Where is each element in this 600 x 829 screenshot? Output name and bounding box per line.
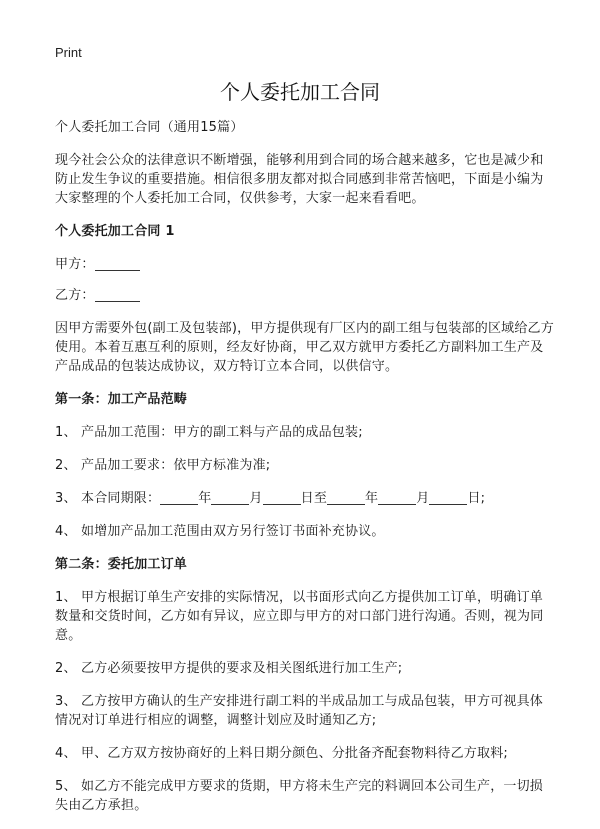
end-day-blank: [429, 490, 467, 505]
document-body: [55, 118, 555, 829]
start-month-blank: [211, 490, 249, 505]
start-day-unit: 日至: [300, 491, 328, 506]
end-year-unit: 年: [365, 491, 379, 506]
end-day-unit: 日;: [467, 491, 486, 506]
article1-item3: [55, 489, 555, 508]
article2-item2: 2、 乙方必须要按甲方提供的要求及相关图纸进行加工生产;: [55, 661, 403, 676]
article2-item1: 1、 甲方根据订单生产安排的实际情况，以书面形式向乙方提供加工订单，明确订单数量和交货时间，乙方如有异议，应立即与甲方的对口部门进行沟通。否则，视为同意。: [55, 590, 544, 643]
intro-paragraph: 现今社会公众的法律意识不断增强，能够利用到合同的场合越来越多，它也是减少和防止发生争议的重要措施。相信很多朋友都对拟合同感到非常苦恼吧，下面是小编为大家整理的个人委托加工合同，仅供参考，大家一起来看看吧。: [55, 153, 544, 206]
party-a-blank: [95, 256, 140, 271]
article1-heading: 第一条：加工产品范畴: [55, 392, 188, 407]
party-a-label: 甲方：: [55, 257, 95, 272]
party-b-label: 乙方：: [55, 288, 95, 303]
end-year-blank: [327, 490, 365, 505]
term-prefix: 3、 本合同期限：: [55, 491, 161, 506]
article1-item4: 4、 如增加产品加工范围由双方另行签订书面补充协议。: [55, 524, 385, 539]
article2-item4: 4、 甲、乙方双方按协商好的上料日期分颜色、分批备齐配套物料待乙方取料;: [55, 746, 508, 761]
party-b-line: [55, 286, 555, 305]
preamble-paragraph: 因甲方需要外包(副工及包装部)，甲方提供现有厂区内的副工组与包装部的区域给乙方使用。本着互惠互利的原则，经友好协商，甲乙双方就甲方委托乙方副料加工生产及产品成品的包装达成协议，双方特订立本合同，以供信守。: [55, 321, 554, 374]
start-year-unit: 年: [198, 491, 212, 506]
end-month-blank: [378, 490, 416, 505]
party-a-line: [55, 255, 555, 274]
article2-item5: 5、 如乙方不能完成甲方要求的货期，甲方将未生产完的料调回本公司生产，一切损失由乙方承担。: [55, 779, 544, 813]
print-link[interactable]: Print: [55, 45, 82, 60]
start-month-unit: 月: [249, 491, 263, 506]
start-year-blank: [160, 490, 198, 505]
article1-item2: 2、 产品加工要求：依甲方标准为准;: [55, 458, 271, 473]
subtitle: 个人委托加工合同（通用15篇）: [55, 120, 244, 135]
party-b-blank: [95, 287, 140, 302]
article2-item3: 3、 乙方按甲方确认的生产安排进行副工料的半成品加工与成品包装，甲方可视具体情况对订单进行相应的调整，调整计划应及时通知乙方;: [55, 694, 544, 728]
start-day-blank: [263, 490, 301, 505]
article1-item1: 1、 产品加工范围：甲方的副工料与产品的成品包装;: [55, 425, 363, 440]
page-title: 个人委托加工合同: [220, 80, 380, 104]
article2-heading: 第二条：委托加工订单: [55, 557, 188, 572]
contract-heading: 个人委托加工合同 1: [55, 224, 175, 239]
end-month-unit: 月: [416, 491, 430, 506]
